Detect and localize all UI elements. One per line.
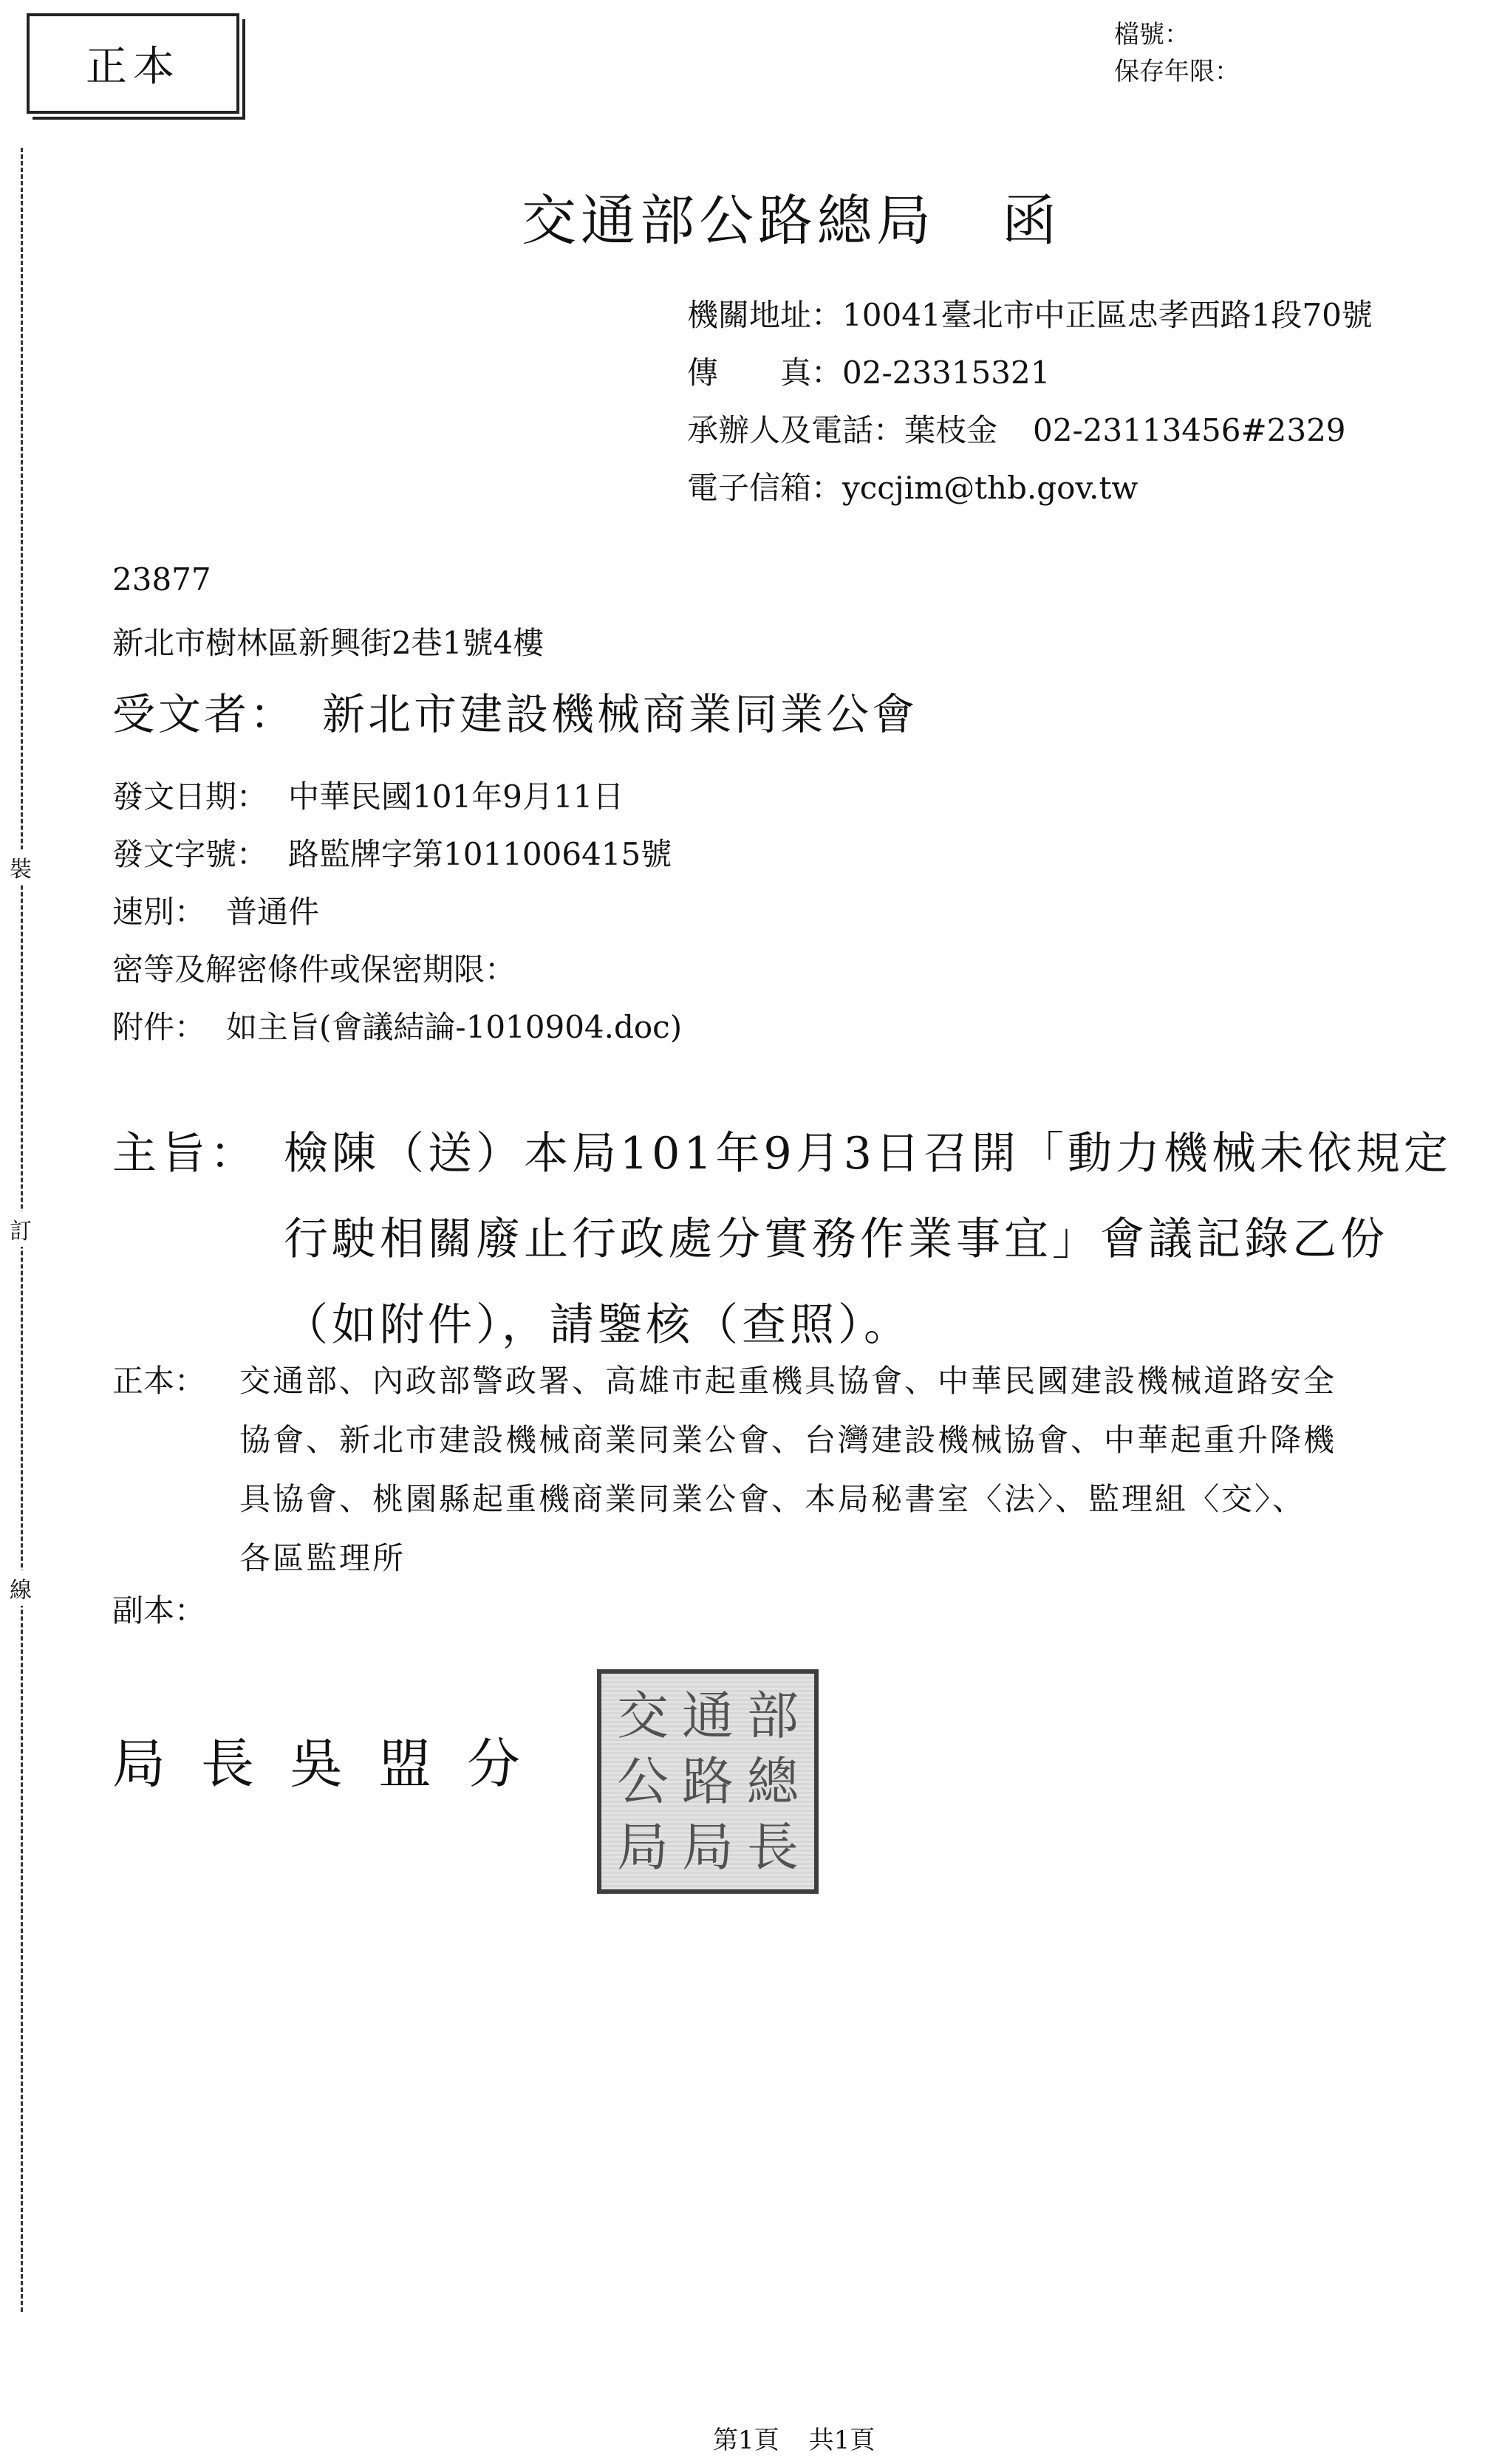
binding-mark-xian: 線 bbox=[6, 1570, 35, 1606]
address-label: 機關地址 bbox=[687, 297, 812, 333]
agency-email: yccjim@thb.gov.tw bbox=[842, 470, 1139, 506]
handler-phone: 02-23113456#2329 bbox=[1033, 412, 1346, 448]
email-label: 電子信箱 bbox=[687, 470, 812, 506]
recipient-postcode: 23877 bbox=[112, 561, 211, 598]
handler-label: 承辦人及電話 bbox=[687, 412, 874, 448]
handler-name: 葉枝金 bbox=[904, 412, 998, 448]
fax-label: 傳真 bbox=[687, 355, 811, 391]
urgency-value: 普通件 bbox=[226, 894, 320, 930]
distribution-list bbox=[239, 1352, 1481, 1588]
recipient-address: 新北市樹林區新興街2巷1號4樓 bbox=[112, 625, 545, 661]
seal-char: 局 bbox=[617, 1817, 669, 1878]
distribution-line: 各區監理所 bbox=[239, 1540, 406, 1576]
seal-characters bbox=[610, 1683, 805, 1880]
seal-char: 路 bbox=[682, 1751, 734, 1812]
seal-char: 總 bbox=[747, 1751, 799, 1812]
date-label: 發文日期： bbox=[112, 778, 268, 815]
seal-char: 通 bbox=[682, 1685, 734, 1746]
subject-line: 行駛相關廢止行政處分實務作業事宜」會議記錄乙份 bbox=[284, 1214, 1388, 1265]
seal-char: 部 bbox=[747, 1685, 799, 1746]
urgency-label: 速別： bbox=[112, 894, 206, 930]
seal-char: 交 bbox=[617, 1685, 669, 1746]
subject-body bbox=[284, 1111, 1481, 1368]
seal-char: 長 bbox=[747, 1817, 799, 1878]
subject-label: 主旨： bbox=[112, 1128, 259, 1180]
document-title bbox=[522, 177, 1061, 256]
distribution-line: 協會、新北市建設機械商業同業公會、台灣建設機械協會、中華起重升降機 bbox=[239, 1422, 1337, 1458]
secrecy-label: 密等及解密條件或保密期限： bbox=[112, 951, 516, 988]
attachment-label: 附件： bbox=[112, 1009, 206, 1045]
retention-label: 保存年限： bbox=[1114, 57, 1240, 86]
binding-mark-zhuang: 裝 bbox=[6, 849, 35, 885]
document-metadata bbox=[112, 768, 682, 1056]
agency-contact: 機關地址 ： 10041臺北市中正區忠孝西路1段70號 傳真 ： 02-23315321 承辦人及電話 ： 葉枝金 02-23113456#2329 電子信箱 ： yccjim@thb.gov.tw bbox=[687, 287, 1373, 517]
page-footer bbox=[713, 2420, 875, 2456]
seal-char: 公 bbox=[617, 1751, 669, 1812]
binding-mark-ding: 訂 bbox=[6, 1211, 35, 1247]
agency-fax: 02-23315321 bbox=[842, 355, 1051, 391]
subject-line: （如附件），請鑒核（查照）。 bbox=[284, 1299, 912, 1351]
page-total: 共1頁 bbox=[808, 2426, 875, 2455]
file-no-label: 檔號： bbox=[1114, 20, 1189, 49]
official-seal bbox=[597, 1669, 819, 1894]
distribution-line: 具協會、桃園縣起重機商業同業公會、本局秘書室〈法〉、監理組〈交〉、 bbox=[239, 1481, 1306, 1517]
original-label: 正本： bbox=[112, 1363, 206, 1399]
issuing-agency: 交通部公路總局 bbox=[522, 189, 935, 253]
distribution-line: 交通部、內政部警政署、高雄市起重機具協會、中華民國建設機械道路安全 bbox=[239, 1363, 1337, 1399]
signature: 局長吳盟分 bbox=[112, 1733, 556, 1795]
document-type: 函 bbox=[1002, 189, 1061, 253]
recipient-label: 受文者： bbox=[112, 689, 296, 739]
ref-label: 發文字號： bbox=[112, 836, 268, 872]
file-meta bbox=[1114, 16, 1240, 90]
recipient bbox=[112, 680, 918, 742]
carbon-copy-label: 副本： bbox=[112, 1592, 206, 1629]
subject-line: 檢陳（送）本局101年9月3日召開「動力機械未依規定 bbox=[284, 1128, 1452, 1180]
copy-stamp: 正本 bbox=[27, 13, 239, 114]
recipient-name: 新北市建設機械商業同業公會 bbox=[322, 689, 918, 739]
issue-date: 中華民國101年9月11日 bbox=[288, 778, 624, 815]
attachment-value: 如主旨(會議結論-1010904.doc) bbox=[226, 1009, 683, 1045]
agency-address: 10041臺北市中正區忠孝西路1段70號 bbox=[842, 297, 1373, 333]
seal-char: 局 bbox=[682, 1817, 734, 1878]
reference-number: 路監牌字第1011006415號 bbox=[288, 836, 672, 872]
page-number: 第1頁 bbox=[713, 2426, 779, 2455]
